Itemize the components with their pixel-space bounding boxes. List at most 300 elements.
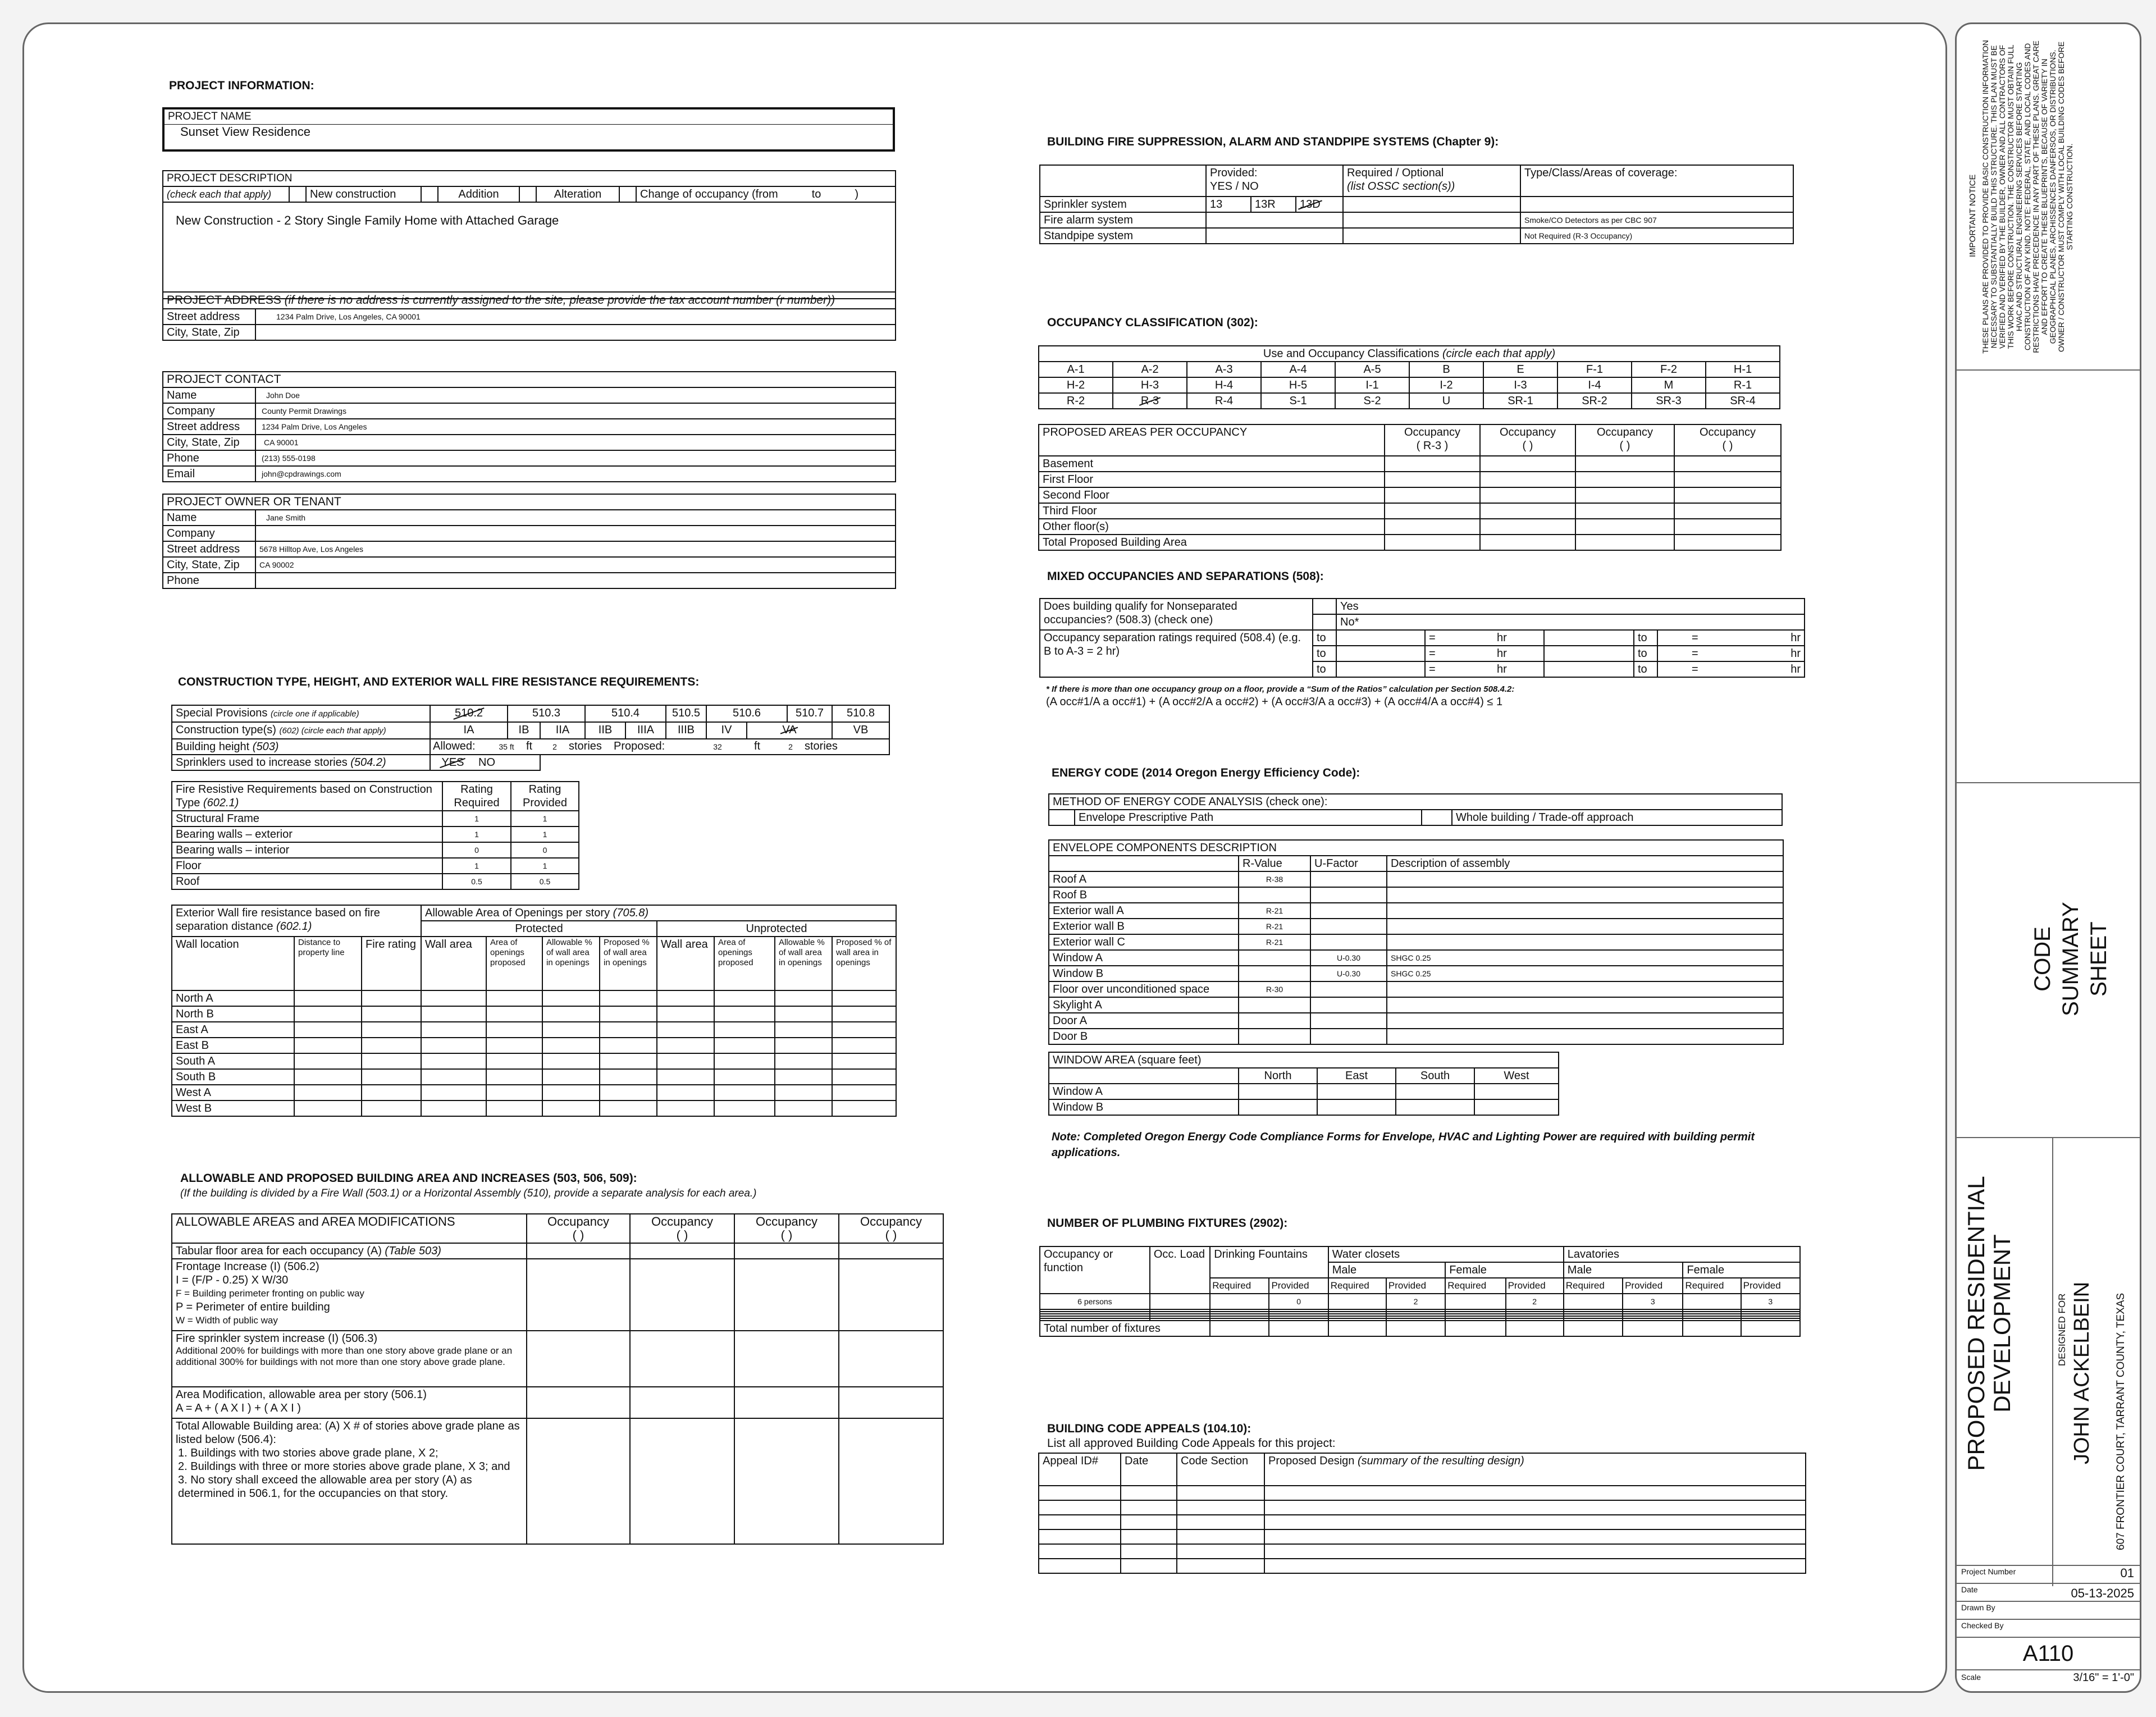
wall-row-label: North A [172, 990, 294, 1006]
assembly-description-header: Description of assembly [1387, 856, 1783, 871]
envelope-row [1049, 919, 1783, 934]
area-row-label: First Floor [1039, 472, 1385, 487]
project-owner-header: PROJECT OWNER OR TENANT [163, 494, 896, 510]
alteration-label: Alteration [536, 186, 619, 202]
city-state-zip-label: City, State, Zip [163, 325, 255, 340]
envelope-row-label: Exterior wall B [1049, 919, 1239, 934]
wall-row-label: North B [172, 1006, 294, 1022]
col-occ-load: Occ. Load [1150, 1246, 1210, 1294]
standpipe-label: Standpipe system [1040, 228, 1206, 244]
occupancy-option[interactable]: R-3 [1113, 393, 1187, 409]
occupancy-option[interactable]: I-4 [1557, 377, 1632, 393]
occupancy-option[interactable]: A-1 [1039, 362, 1113, 377]
occupancy-option[interactable]: I-1 [1335, 377, 1409, 393]
occupancy-grid-row [1039, 377, 1780, 393]
energy-method-header: METHOD OF ENERGY CODE ANALYSIS (check one): [1049, 794, 1782, 810]
occupancy-option[interactable]: S-1 [1261, 393, 1335, 409]
envelope-header: ENVELOPE COMPONENTS DESCRIPTION [1049, 840, 1783, 856]
occupancy-grid-table [1038, 345, 1780, 409]
rating-required-header: Rating Required [442, 782, 511, 811]
owner-name-label: Name [163, 510, 255, 526]
occupancy-col: Occupancy ( ) [1674, 424, 1781, 456]
owner-city-value: CA 90002 [255, 557, 896, 573]
occupancy-col: Occupancy ( ) [1575, 424, 1674, 456]
window-area-table [1048, 1052, 1559, 1116]
owner-street-value: 5678 Hilltop Ave, Los Angeles [255, 541, 896, 557]
fire-alarm-label: Fire alarm system [1040, 212, 1206, 228]
envelope-r-value [1239, 966, 1310, 981]
drawing-sheet [22, 22, 1947, 1693]
u-factor-header: U-Factor [1310, 856, 1387, 871]
occupancy-option[interactable]: R-2 [1039, 393, 1113, 409]
envelope-description [1387, 981, 1783, 997]
plumbing-value: 0 [1269, 1294, 1328, 1309]
envelope-row-label: Exterior wall A [1049, 903, 1239, 919]
fr-row-label: Structural Frame [172, 811, 442, 826]
nonseparated-no-checkbox[interactable] [1313, 614, 1336, 630]
separation-ratings-question: Occupancy separation ratings required (508.4) (e.g. B to A-3 = 2 hr) [1040, 630, 1313, 677]
client-name: JOHN ACKELBEIN [2070, 1281, 2094, 1464]
plumbing-row [1040, 1294, 1800, 1309]
ratios-note: * If there is more than one occupancy group on a floor, provide a “Sum of the Ratios” calculation per Section 508.4.2: [1046, 684, 1515, 694]
occupancy-col: Occupancy ( ) [527, 1214, 630, 1243]
type-ib[interactable]: IB [508, 722, 540, 739]
building-height-label: Building height (503) [172, 739, 430, 755]
plumbing-value [1683, 1294, 1741, 1309]
envelope-description [1387, 903, 1783, 919]
col-code-section: Code Section [1177, 1453, 1264, 1486]
envelope-row [1049, 903, 1783, 919]
fr-row-required: 1 [442, 811, 511, 826]
occupancy-option[interactable]: H-1 [1706, 362, 1780, 377]
contact-street-label: Street address [163, 419, 255, 435]
occupancy-option[interactable]: R-1 [1706, 377, 1780, 393]
project-contact-header: PROJECT CONTACT [163, 372, 896, 387]
city-state-zip-value [255, 325, 896, 340]
required-header: Required [1445, 1278, 1505, 1294]
mixed-heading: MIXED OCCUPANCIES AND SEPARATIONS (508): [1047, 570, 1324, 583]
occupancy-option[interactable]: R-4 [1187, 393, 1261, 409]
contact-name-label: Name [163, 387, 255, 403]
notice-text: THESE PLANS ARE PROVIDED TO PROVIDE BASIC CONSTRUCTION INFORMATION NECESSARY TO SUBSTANTIALLY BUILD THIS STRUCTURE. THIS PLAN MUST BE VERIFIED AND VERIFIED BY THE BUILDER, OWNER AND ALL CONTRACTORS OF THIS WORK BEFORE CONSTRUCTION. THE CONSTRUCTOR MUST OBTAIN FULL HVAC AND STRUCTURAL ENGINEERING SERVICES BEFORE STARTING CONSTRUCTION OF ANY KIND. NOTE: FEDERAL, STATE, AND LOCAL CODES AND RESTRICTIONS HAVE PRECEDENCE IN ANY PART OF THESE PLANS. GREAT CARE AND EFFORT TO CREATE THESE BLUEPRINTS, BECAUSE OF VARIETY IN GEOGRAPHICAL PLANES, ARCHISSENCES DANFERSOS, OR DISTRIBUTIONS. OWNER / CONSTRUCTOR MUST COMPLY WITH LOCAL BUILDING CODES BEFORE STARTING CONSTRUCTION. [1981, 40, 2074, 354]
occupancy-option[interactable]: SR-2 [1557, 393, 1632, 409]
occupancy-option[interactable]: A-5 [1335, 362, 1409, 377]
suppression-heading: BUILDING FIRE SUPPRESSION, ALARM AND STANDPIPE SYSTEMS (Chapter 9): [1047, 135, 1499, 148]
project-name-table [162, 107, 895, 152]
occupancy-option[interactable]: F-2 [1632, 362, 1706, 377]
type-iia[interactable]: IIA [540, 722, 585, 739]
contact-city-value: CA 90001 [255, 435, 896, 450]
new-construction-checkbox[interactable] [289, 186, 306, 202]
type-ia[interactable]: IA [430, 722, 508, 739]
occupancy-col: Occupancy ( ) [1480, 424, 1575, 456]
change-occupancy-checkbox[interactable] [619, 186, 636, 202]
special-510-2[interactable]: 510.2 [430, 705, 508, 722]
provided-header: Provided [1623, 1278, 1683, 1294]
whole-building-label: Whole building / Trade-off approach [1452, 810, 1782, 825]
col-openings-proposed: Area of openings proposed [486, 937, 542, 990]
envelope-u-factor: U-0.30 [1310, 950, 1387, 966]
type-vb[interactable]: VB [832, 722, 889, 739]
plumbing-value: 3 [1623, 1294, 1683, 1309]
fr-row-provided: 0.5 [511, 874, 579, 889]
col-openings-proposed-u: Area of openings proposed [714, 937, 775, 990]
occupancy-option[interactable]: SR-1 [1483, 393, 1557, 409]
wall-row-label: South A [172, 1053, 294, 1069]
envelope-description [1387, 997, 1783, 1013]
occupancy-option[interactable]: I-2 [1409, 377, 1483, 393]
envelope-r-value: R-30 [1239, 981, 1310, 997]
sheet-number: A110 [2022, 1641, 2074, 1666]
occupancy-option[interactable]: H-5 [1261, 377, 1335, 393]
building-height-values: Allowed: 35 ft ft 2 stories Proposed: 32 ft 2 stories [430, 739, 889, 755]
occupancy-option[interactable]: H-3 [1113, 377, 1187, 393]
date-value: 05-13-2025 [2071, 1586, 2134, 1600]
required-header: Required [1328, 1278, 1386, 1294]
special-510-6[interactable]: 510.6 [706, 705, 787, 722]
occupancy-heading: OCCUPANCY CLASSIFICATION (302): [1047, 316, 1258, 329]
plumbing-occupancy-value: 6 persons [1040, 1294, 1150, 1309]
occupancy-option[interactable]: U [1409, 393, 1483, 409]
type-iib[interactable]: IIB [585, 722, 625, 739]
envelope-r-value: R-21 [1239, 919, 1310, 934]
total-fixtures-row [1040, 1321, 1800, 1336]
proposed-areas-header: PROPOSED AREAS PER OCCUPANCY [1039, 424, 1385, 456]
col-fire-rating: Fire rating [362, 937, 421, 990]
col-water-closets: Water closets [1328, 1246, 1564, 1262]
col-allowable-pct: Allowable % of wall area in openings [542, 937, 600, 990]
sprinkler-13d[interactable]: 13D [1296, 197, 1343, 212]
envelope-row [1049, 934, 1783, 950]
project-owner-table [162, 494, 896, 589]
fr-row-provided: 1 [511, 811, 579, 826]
area-row-label: Total Proposed Building Area [1039, 535, 1385, 550]
occupancy-col: Occupancy ( ) [839, 1214, 943, 1243]
protected-header: Protected [421, 921, 657, 937]
mixed-occupancy-table: Does building qualify for Nonseparated occupancies? (508.3) (check one) Yes No* Occupancy separation ratings required (508.4) (e.g. B to A-3 = 2 hr) to = hr to = hr to = hr to = hr to = hr to = hr [1039, 598, 1805, 678]
occupancy-option[interactable]: E [1483, 362, 1557, 377]
owner-company-label: Company [163, 526, 255, 541]
project-contact-table [162, 371, 896, 482]
fire-resistive-header: Fire Resistive Requirements based on Construction Type (602.1) [172, 782, 442, 811]
envelope-description [1387, 1013, 1783, 1029]
envelope-row-label: Roof B [1049, 887, 1239, 903]
fr-row-required: 0.5 [442, 874, 511, 889]
checked-by-label: Checked By [1961, 1621, 2004, 1630]
ext-wall-header: Exterior Wall fire resistance based on fire separation distance (602.1) [172, 905, 421, 937]
standpipe-coverage: Not Required (R-3 Occupancy) [1520, 228, 1793, 244]
envelope-r-value [1239, 1013, 1310, 1029]
change-occupancy-label: Change of occupancy (from to ) [636, 186, 896, 202]
contact-city-label: City, State, Zip [163, 435, 255, 450]
rating-provided-header: Rating Provided [511, 782, 579, 811]
appeals-table [1038, 1453, 1806, 1574]
provided-header: Provided [1386, 1278, 1445, 1294]
lav-female: Female [1683, 1262, 1800, 1278]
col-wall-location: Wall location [172, 937, 294, 990]
required-header: Required [1683, 1278, 1741, 1294]
r-value-header: R-Value [1239, 856, 1310, 871]
envelope-row [1049, 997, 1783, 1013]
envelope-row-label: Window A [1049, 950, 1239, 966]
sprinkler-system-label: Sprinkler system [1040, 197, 1206, 212]
contact-company-value: County Permit Drawings [255, 403, 896, 419]
owner-phone-label: Phone [163, 573, 255, 588]
special-510-8[interactable]: 510.8 [832, 705, 889, 722]
type-va[interactable]: VA [747, 722, 832, 739]
sprinkler-yes[interactable]: YES [430, 755, 475, 770]
nonseparated-yes-label: Yes [1336, 599, 1805, 614]
contact-street-value: 1234 Palm Drive, Los Angeles [255, 419, 896, 435]
col-lavatories: Lavatories [1564, 1246, 1800, 1262]
project-number-label: Project Number [1961, 1567, 2016, 1576]
area-row-label: Second Floor [1039, 487, 1385, 503]
occupancy-grid-row [1039, 393, 1780, 409]
owner-name-value: Jane Smith [255, 510, 896, 526]
street-address-value: 1234 Palm Drive, Los Angeles, CA 90001 [255, 309, 896, 325]
col-allowable-pct-u: Allowable % of wall area in openings [775, 937, 832, 990]
col-west: West [1474, 1068, 1559, 1084]
envelope-u-factor [1310, 1013, 1387, 1029]
ratios-formula: (A occ#1/A a occ#1) + (A occ#2/A a occ#2) + (A occ#3/A a occ#3) + (A occ#4/A a occ#4) ≤ 1 [1046, 696, 1503, 708]
occupancy-option[interactable]: S-2 [1335, 393, 1409, 409]
date-label: Date [1961, 1585, 1978, 1594]
envelope-u-factor [1310, 887, 1387, 903]
area-row-label: Other floor(s) [1039, 519, 1385, 535]
plumbing-value [1564, 1294, 1623, 1309]
envelope-u-factor [1310, 871, 1387, 887]
occupancy-grid-body [1039, 362, 1780, 409]
energy-note: Note: Completed Oregon Energy Code Compliance Forms for Envelope, HVAC and Lighting Power are required with building permit applications. [1052, 1131, 1755, 1159]
project-description-table [162, 170, 896, 299]
envelope-row [1049, 950, 1783, 966]
envelope-u-factor [1310, 997, 1387, 1013]
window-row-label: Window B [1049, 1099, 1239, 1115]
whole-building-checkbox[interactable] [1422, 810, 1452, 825]
envelope-r-value [1239, 887, 1310, 903]
envelope-row-label: Roof A [1049, 871, 1239, 887]
wall-row-label: West A [172, 1085, 294, 1100]
contact-phone-value: (213) 555-0198 [255, 450, 896, 466]
sprinkler-13[interactable]: 13 [1206, 197, 1251, 212]
exterior-wall-table [171, 905, 897, 1117]
project-info-heading: PROJECT INFORMATION: [169, 79, 314, 92]
col-drinking-fountains: Drinking Fountains [1210, 1246, 1328, 1278]
fr-row-required: 1 [442, 858, 511, 874]
addition-checkbox[interactable] [421, 186, 438, 202]
envelope-u-factor [1310, 903, 1387, 919]
energy-method-table [1048, 793, 1783, 826]
wall-row-label: West B [172, 1100, 294, 1116]
window-row-label: Window A [1049, 1084, 1239, 1099]
wall-row-label: East A [172, 1022, 294, 1038]
envelope-row-label: Door A [1049, 1013, 1239, 1029]
envelope-description [1387, 919, 1783, 934]
nonseparated-yes-checkbox[interactable] [1313, 599, 1336, 614]
envelope-u-factor [1310, 1029, 1387, 1044]
alteration-checkbox[interactable] [519, 186, 536, 202]
construction-types-label: Construction type(s) (602) (circle each that apply) [172, 722, 430, 739]
occupancy-option[interactable]: A-4 [1261, 362, 1335, 377]
special-510-5[interactable]: 510.5 [666, 705, 706, 722]
occupancy-grid-title: Use and Occupancy Classifications (circle each that apply) [1039, 346, 1780, 362]
envelope-u-factor: U-0.30 [1310, 966, 1387, 981]
nonseparated-question: Does building qualify for Nonseparated occupancies? (508.3) (check one) [1040, 599, 1313, 630]
occupancy-option[interactable]: B [1409, 362, 1483, 377]
wc-male: Male [1328, 1262, 1445, 1278]
special-510-7[interactable]: 510.7 [787, 705, 832, 722]
proposed-areas-table [1038, 424, 1782, 551]
type-iv[interactable]: IV [706, 722, 747, 739]
envelope-r-value [1239, 1029, 1310, 1044]
scale-label: Scale [1961, 1673, 1981, 1682]
col-south: South [1396, 1068, 1474, 1084]
contact-email-value: john@cpdrawings.com [255, 466, 896, 482]
col-date: Date [1121, 1453, 1177, 1486]
required-header: Required [1210, 1278, 1269, 1294]
wall-row-label: South B [172, 1069, 294, 1085]
tabular-floor-area-label: Tabular floor area for each occupancy (A) (Table 503) [172, 1243, 527, 1259]
plumbing-value: 2 [1386, 1294, 1445, 1309]
project-description-label: PROJECT DESCRIPTION [163, 171, 896, 186]
type-iiib[interactable]: IIIB [666, 722, 706, 739]
coverage-header: Type/Class/Areas of coverage: [1520, 165, 1793, 197]
plumbing-value [1210, 1294, 1269, 1309]
fr-row-provided: 1 [511, 826, 579, 842]
col-proposed-design: Proposed Design (summary of the resulting design) [1264, 1453, 1806, 1486]
allowable-area-table [171, 1213, 944, 1545]
envelope-table [1048, 839, 1784, 1045]
total-allowable-area-cell: Total Allowable Building area: (A) X # of stories above grade plane as listed below (506.4): 1. Buildings with two stories above grade plane, X 2; 2. Buildings with three or more stories above grade plane, X 3; and 3. No story shall exceed the allowable area per story (A) as determined in 506.1, for the occupancies on that story. [172, 1418, 527, 1544]
envelope-row [1049, 981, 1783, 997]
special-510-4[interactable]: 510.4 [585, 705, 666, 722]
nonseparated-no-label: No* [1336, 614, 1805, 630]
allowable-area-heading: ALLOWABLE AND PROPOSED BUILDING AREA AND INCREASES (503, 506, 509): [180, 1172, 637, 1185]
project-name-label: PROJECT NAME [163, 108, 894, 125]
envelope-row-label: Floor over unconditioned space [1049, 981, 1239, 997]
plumbing-value: 2 [1506, 1294, 1564, 1309]
provided-header: Provided [1506, 1278, 1564, 1294]
envelope-row-label: Exterior wall C [1049, 934, 1239, 950]
appeals-heading: BUILDING CODE APPEALS (104.10): [1047, 1422, 1251, 1435]
project-description-text: New Construction - 2 Story Single Family Home with Attached Garage [163, 202, 896, 299]
window-area-header: WINDOW AREA (square feet) [1049, 1052, 1559, 1068]
sprinklers-stories-label: Sprinklers used to increase stories (504.2) [172, 755, 430, 770]
special-510-3[interactable]: 510.3 [508, 705, 585, 722]
occupancy-option[interactable]: SR-4 [1706, 393, 1780, 409]
new-construction-label: New construction [306, 186, 421, 202]
owner-phone-value [255, 573, 896, 588]
contact-email-label: Email [163, 466, 255, 482]
provided-header: Provided: YES / NO [1206, 165, 1343, 197]
contact-phone-label: Phone [163, 450, 255, 466]
col-proposed-pct: Proposed % of wall area in openings [600, 937, 657, 990]
occupancy-option[interactable]: I-3 [1483, 377, 1557, 393]
suppression-table [1039, 165, 1794, 244]
area-row-label: Basement [1039, 456, 1385, 472]
envelope-row [1049, 887, 1783, 903]
construction-heading: CONSTRUCTION TYPE, HEIGHT, AND EXTERIOR WALL FIRE RESISTANCE REQUIREMENTS: [178, 675, 700, 688]
occupancy-grid-row [1039, 362, 1780, 377]
col-proposed-pct-u: Proposed % of wall area in openings [832, 937, 896, 990]
fr-row-label: Bearing walls – interior [172, 842, 442, 858]
col-appeal-id: Appeal ID# [1039, 1453, 1121, 1486]
plumbing-value [1445, 1294, 1505, 1309]
prescriptive-label: Envelope Prescriptive Path [1075, 810, 1422, 825]
envelope-description [1387, 1029, 1783, 1044]
unprotected-header: Unprotected [657, 921, 896, 937]
fr-row-provided: 0 [511, 842, 579, 858]
envelope-r-value: R-38 [1239, 871, 1310, 887]
occupancy-option[interactable]: A-2 [1113, 362, 1187, 377]
envelope-description: SHGC 0.25 [1387, 966, 1783, 981]
project-address-header: PROJECT ADDRESS (if there is no address is currently assigned to the site, please provide the tax account number (r number)) [163, 292, 896, 309]
plumbing-table [1039, 1246, 1801, 1337]
occupancy-option[interactable]: F-1 [1557, 362, 1632, 377]
street-address-label: Street address [163, 309, 255, 325]
provided-header: Provided [1741, 1278, 1800, 1294]
fr-row-required: 0 [442, 842, 511, 858]
allowable-openings-header: Allowable Area of Openings per story (705.8) [421, 905, 896, 921]
envelope-row-label: Window B [1049, 966, 1239, 981]
envelope-u-factor [1310, 919, 1387, 934]
type-iiia[interactable]: IIIA [625, 722, 666, 739]
envelope-u-factor [1310, 934, 1387, 950]
occupancy-col: Occupancy ( R-3 ) [1385, 424, 1480, 456]
occupancy-option[interactable]: M [1632, 377, 1706, 393]
plumbing-heading: NUMBER OF PLUMBING FIXTURES (2902): [1047, 1217, 1288, 1230]
scale-value: 3/16" = 1'-0" [2073, 1672, 2134, 1684]
sprinkler-13r[interactable]: 13R [1251, 197, 1296, 212]
fr-row-label: Roof [172, 874, 442, 889]
col-north: North [1239, 1068, 1317, 1084]
col-wall-area-u: Wall area [657, 937, 714, 990]
plumbing-value: 3 [1741, 1294, 1800, 1309]
envelope-u-factor [1310, 981, 1387, 997]
title-block [1955, 22, 2141, 1693]
col-wall-area: Wall area [421, 937, 486, 990]
occupancy-option[interactable]: A-3 [1187, 362, 1261, 377]
sprinkler-no[interactable]: NO [475, 755, 540, 770]
required-header: Required [1564, 1278, 1623, 1294]
fire-resistive-table [171, 781, 579, 890]
fr-row-provided: 1 [511, 858, 579, 874]
contact-name-value: John Doe [255, 387, 896, 403]
allowable-areas-header: ALLOWABLE AREAS and AREA MODIFICATIONS [172, 1214, 527, 1243]
sprinkler-coverage [1520, 197, 1793, 212]
allowable-area-subheading: (If the building is divided by a Fire Wall (503.1) or a Horizontal Assembly (510), provide a separate analysis for each area.) [180, 1188, 757, 1199]
col-distance: Distance to property line [294, 937, 362, 990]
owner-street-label: Street address [163, 541, 255, 557]
occupancy-option[interactable]: SR-3 [1632, 393, 1706, 409]
envelope-r-value: R-21 [1239, 903, 1310, 919]
contact-company-label: Company [163, 403, 255, 419]
owner-company-value [255, 526, 896, 541]
project-name-value: Sunset View Residence [163, 125, 894, 151]
client-address: 607 FRONTIER COURT, TARRANT COUNTY, TEXAS [2115, 1293, 2127, 1550]
envelope-description [1387, 887, 1783, 903]
col-east: East [1317, 1068, 1396, 1084]
prescriptive-checkbox[interactable] [1049, 810, 1075, 825]
envelope-r-value [1239, 950, 1310, 966]
lav-male: Male [1564, 1262, 1683, 1278]
occupancy-option[interactable]: H-2 [1039, 377, 1113, 393]
occupancy-option[interactable]: H-4 [1187, 377, 1261, 393]
description-hint: (check each that apply) [163, 186, 289, 202]
envelope-row [1049, 1013, 1783, 1029]
fr-row-label: Bearing walls – exterior [172, 826, 442, 842]
wc-female: Female [1445, 1262, 1564, 1278]
